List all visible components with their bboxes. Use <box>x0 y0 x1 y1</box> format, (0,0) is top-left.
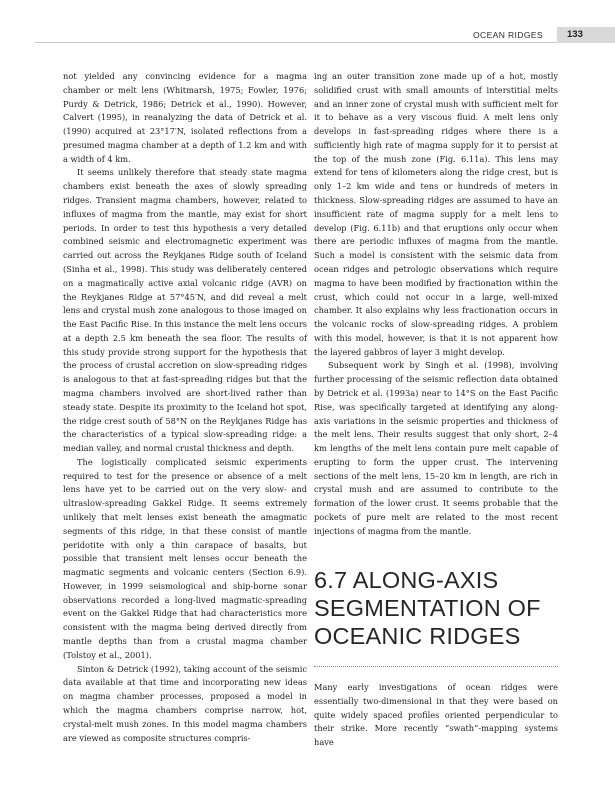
header-rule <box>35 42 557 43</box>
section-heading <box>314 566 564 650</box>
section-heading-line: 6.7 ALONG-AXIS <box>314 567 499 593</box>
paragraph: not yielded any convincing evidence for a magma chamber or melt lens (Whitmarsh, 1975; Fowler, 1976; Purdy & Detrick, 1986; Detrick et al., 1990). However, Calvert (1995), in reanalyzing the data of Detrick et al. (1990) acquired at 23°17′N, isolated reflections from a presumed magma chamber at a depth of 1.2 km and with a width of 4 km. <box>63 71 307 164</box>
running-title: OCEAN RIDGES <box>473 30 543 40</box>
paragraph: Many early investigations of ocean ridges were essentially two-dimensional in that they were based on quite widely spaced profiles oriented perpendicular to their strike. More recently “swath”-mapping systems have <box>314 682 558 748</box>
left-column <box>63 70 307 745</box>
page-header <box>0 20 615 46</box>
paragraph: It seems unlikely therefore that steady state magma chambers exist beneath the axes of slowly spreading ridges. Transient magma chambers, however, related to influxes of magma from the mantle, may exist for short periods. In order to test this hypothesis a very detailed combined seismic and electromagnetic experiment was carried out across the Reykjanes Ridge south of Iceland (Sinha et al., 1998). This study was deliberately centered on a magmatically active axial volcanic ridge (AVR) on the Reykjanes Ridge at 57°45′N, and did reveal a melt lens and crystal mush zone analogous to those imaged on the East Pacific Rise. In this instance the melt lens occurs at a depth 2.5 km beneath the sea floor. The results of this study provide strong support for the hypothesis that the process of crustal accretion on slow-spreading ridges is analogous to that at fast-spreading ridges but that the magma chambers involved are short-lived rather than steady state. Despite its proximity to the Iceland hot spot, the ridge crest south of 58°N on the Reykjanes Ridge has the characteristics of a typical slow-spreading ridge: a median valley, and normal crustal thickness and depth. <box>63 167 307 454</box>
section-heading-line: SEGMENTATION OF <box>314 595 541 621</box>
section-intro <box>314 681 558 750</box>
section-heading-line: OCEANIC RIDGES <box>314 623 521 649</box>
paragraph: The logistically complicated seismic experiments required to test for the presence or absence of a melt lens have yet to be carried out on the very slow- and ultraslow-spreading Gakkel Ridge. It seems extremely unlikely that melt lenses exist beneath the amagmatic segments of this ridge, in that these consist of mantle peridotite with only a thin carapace of basalts, but possible that transient melt lenses occur beneath the magmatic segments and volcanic centers (Section 6.9). However, in 1999 seismological and ship-borne sonar observations recorded a long-lived magmatic-spreading event on the Gakkel Ridge that had characteristics more consistent with the magma being derived directly from mantle depths than from a crustal magma chamber (Tolstoy et al., 2001). <box>63 456 307 660</box>
page-number: 133 <box>567 29 583 40</box>
paragraph: ing an outer transition zone made up of a hot, mostly solidified crust with small amounts of interstitial melts and an inner zone of crystal mush with sufficient melt for it to behave as a very viscous fluid. A melt lens only develops in fast-spreading ridges where there is a sufficiently high rate of magma supply for it to persist at the top of the mush zone (Fig. 6.11a). This lens may extend for tens of kilometers along the ridge crest, but is only 1–2 km wide and tens or hundreds of meters in thickness. Slow-spreading ridges are assumed to have an insufficient rate of magma supply for a melt lens to develop (Fig. 6.11b) and that eruptions only occur when there are periodic influxes of magma from the mantle. Such a model is consistent with the seismic data from ocean ridges and petrologic observations which require magma to have been modified by fractionation within the crust, which could not occur in a large, well-mixed chamber. It also explains why less fractionation occurs in the volcanic rocks of slow-spreading ridges. A problem with this model, however, is that it is not apparent how the layered gabbros of layer 3 might develop. <box>314 71 558 357</box>
paragraph: Subsequent work by Singh et al. (1998), involving further processing of the seismic reflection data obtained by Detrick et al. (1993a) near to 14°S on the East Pacific Rise, was specifically targeted at identifying any along-axis variations in the seismic properties and thickness of the melt lens. Their results suggest that only short, 2–4 km lengths of the melt lens contain pure melt capable of erupting to form the upper crust. The intervening sections of the melt lens, 15–20 km in length, are rich in crystal mush and are assumed to contribute to the formation of the lower crust. It seems probable that the pockets of pure melt are related to the most recent injections of magma from the mantle. <box>314 360 558 536</box>
right-column <box>314 70 558 539</box>
page-number-box <box>557 27 615 43</box>
paragraph: Sinton & Detrick (1992), taking account of the seismic data available at that time and incorporating new ideas on magma chamber processes, proposed a model in which the magma chambers comprise narrow, hot, crystal-melt mush zones. In this model magma chambers are viewed as composite structures compris- <box>63 663 307 743</box>
section-divider <box>314 666 558 667</box>
